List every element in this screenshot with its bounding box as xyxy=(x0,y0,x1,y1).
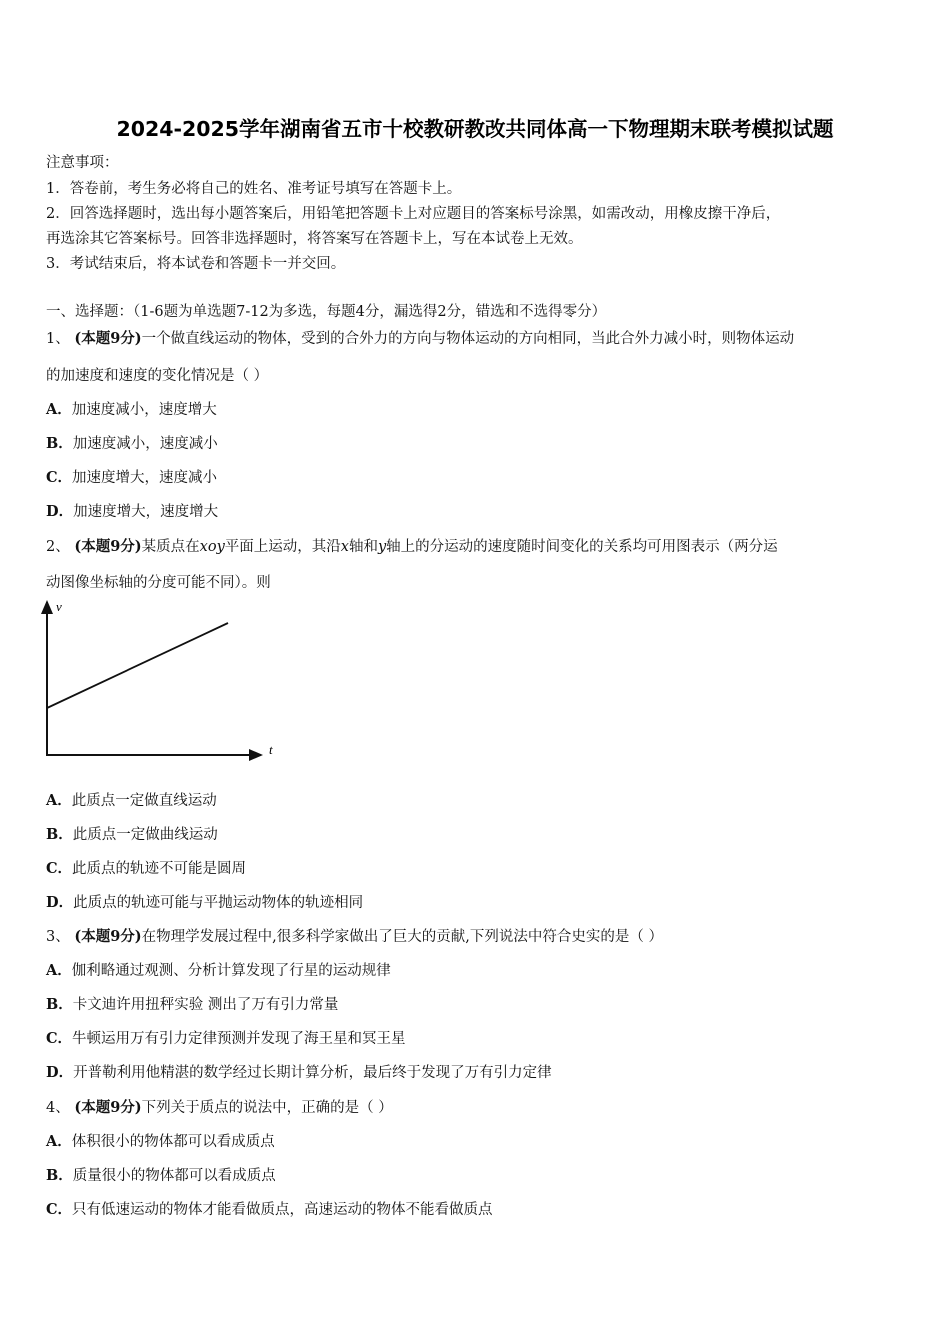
option-label: A． xyxy=(46,401,72,418)
velocity-time-graph xyxy=(36,596,296,768)
q1-option-c xyxy=(46,466,217,487)
q3-option-d xyxy=(46,1061,552,1082)
math-xoy: xoy xyxy=(199,539,225,555)
option-label: C． xyxy=(46,1030,73,1047)
option-label: D． xyxy=(46,503,74,520)
option-label: B． xyxy=(46,826,73,843)
option-label: B． xyxy=(46,996,73,1013)
math-x: x xyxy=(340,539,349,555)
question-2-stem xyxy=(46,535,778,556)
question-text: 轴上的分运动的速度随时间变化的关系均可用图表示（两分运 xyxy=(386,539,778,555)
option-label: C． xyxy=(46,860,73,877)
question-num: 2、 xyxy=(46,539,70,555)
option-label: C． xyxy=(46,469,73,486)
question-text: 轴和 xyxy=(348,539,378,555)
notice-item-2-cont: 再选涂其它答案标号。回答非选择题时，将答案写在答题卡上，写在本试卷上无效。 xyxy=(46,231,583,247)
option-label: A． xyxy=(46,792,72,809)
option-text: 此质点一定做直线运动 xyxy=(71,793,217,809)
option-text: 牛顿运用万有引力定律预测并发现了海王星和冥王星 xyxy=(72,1031,406,1047)
option-label: D． xyxy=(46,894,74,911)
option-label: B． xyxy=(46,435,73,452)
question-num: 3、 xyxy=(46,929,70,945)
q4-option-b xyxy=(46,1164,276,1185)
question-num: 1、 xyxy=(46,331,70,347)
page-title: 2024-2025学年湖南省五市十校教研教改共同体高一下物理期末联考模拟试题 xyxy=(116,117,834,141)
question-1-stem-cont: 的加速度和速度的变化情况是（ ） xyxy=(46,368,269,384)
question-1-stem xyxy=(46,327,794,348)
notice-item-1: 1．答卷前，考生务必将自己的姓名、准考证号填写在答题卡上。 xyxy=(46,181,462,197)
v-axis-label: v xyxy=(56,599,62,614)
option-text: 质量很小的物体都可以看成质点 xyxy=(72,1168,276,1184)
question-score: (本题9分) xyxy=(74,928,142,945)
q1-option-a xyxy=(46,398,217,419)
q1-option-d xyxy=(46,500,218,521)
option-label: C． xyxy=(46,1201,73,1218)
option-text: 此质点的轨迹不可能是圆周 xyxy=(72,861,247,877)
q4-option-a xyxy=(46,1130,275,1151)
section-heading: 一、选择题：（1-6题为单选题7-12为多选，每题4分，漏选得2分，错选和不选得零分） xyxy=(46,304,607,320)
q3-option-b xyxy=(46,993,338,1014)
option-label: A． xyxy=(46,962,72,979)
option-label: D． xyxy=(46,1064,74,1081)
option-text: 开普勒利用他精湛的数学经过长期计算分析，最后终于发现了万有引力定律 xyxy=(73,1065,552,1081)
option-text: 此质点一定做曲线运动 xyxy=(72,827,218,843)
math-y: y xyxy=(377,539,387,555)
question-text: 平面上运动，其沿 xyxy=(224,539,341,555)
question-text: 在物理学发展过程中,很多科学家做出了巨大的贡献,下列说法中符合史实的是（ ） xyxy=(141,929,663,945)
option-text: 加速度增大，速度增大 xyxy=(73,504,219,520)
question-text: 下列关于质点的说法中，正确的是（ ） xyxy=(141,1100,393,1116)
notice-item-3: 3．考试结束后，将本试卷和答题卡一并交回。 xyxy=(46,256,346,272)
question-score: (本题9分) xyxy=(74,1099,142,1116)
notice-heading: 注意事项： xyxy=(46,155,119,171)
question-text: 某质点在 xyxy=(141,539,200,555)
question-4-stem xyxy=(46,1096,393,1117)
option-text: 卡文迪许用扭秤实验 测出了万有引力常量 xyxy=(72,997,339,1013)
option-label: A． xyxy=(46,1133,72,1150)
option-text: 加速度减小，速度增大 xyxy=(71,402,217,418)
q1-option-b xyxy=(46,432,218,453)
option-text: 加速度增大，速度减小 xyxy=(72,470,218,486)
option-text: 伽利略通过观测、分析计算发现了行星的运动规律 xyxy=(71,963,391,979)
q3-option-a xyxy=(46,959,391,980)
option-text: 此质点的轨迹可能与平抛运动物体的轨迹相同 xyxy=(73,895,364,911)
q2-option-a xyxy=(46,789,217,810)
question-2-stem-cont: 动图像坐标轴的分度可能不同）。则 xyxy=(46,575,271,591)
question-score: (本题9分) xyxy=(74,538,142,555)
q2-option-d xyxy=(46,891,363,912)
notice-item-2: 2．回答选择题时，选出每小题答案后，用铅笔把答题卡上对应题目的答案标号涂黑，如需改动，用橡皮擦干净后， xyxy=(46,206,781,222)
option-text: 加速度减小，速度减小 xyxy=(72,436,218,452)
q3-option-c xyxy=(46,1027,406,1048)
q2-option-c xyxy=(46,857,246,878)
question-score: (本题9分) xyxy=(74,330,142,347)
option-text: 体积很小的物体都可以看成质点 xyxy=(71,1134,275,1150)
t-axis-label: t xyxy=(269,742,273,757)
question-3-stem xyxy=(46,925,663,946)
question-num: 4、 xyxy=(46,1100,70,1116)
question-text: 一个做直线运动的物体，受到的合外力的方向与物体运动的方向相同，当此合外力减小时，则物体运动 xyxy=(141,331,795,347)
velocity-line xyxy=(47,623,228,708)
q2-option-b xyxy=(46,823,218,844)
q4-option-c xyxy=(46,1198,493,1219)
option-text: 只有低速运动的物体才能看做质点，高速运动的物体不能看做质点 xyxy=(72,1202,493,1218)
option-label: B． xyxy=(46,1167,73,1184)
